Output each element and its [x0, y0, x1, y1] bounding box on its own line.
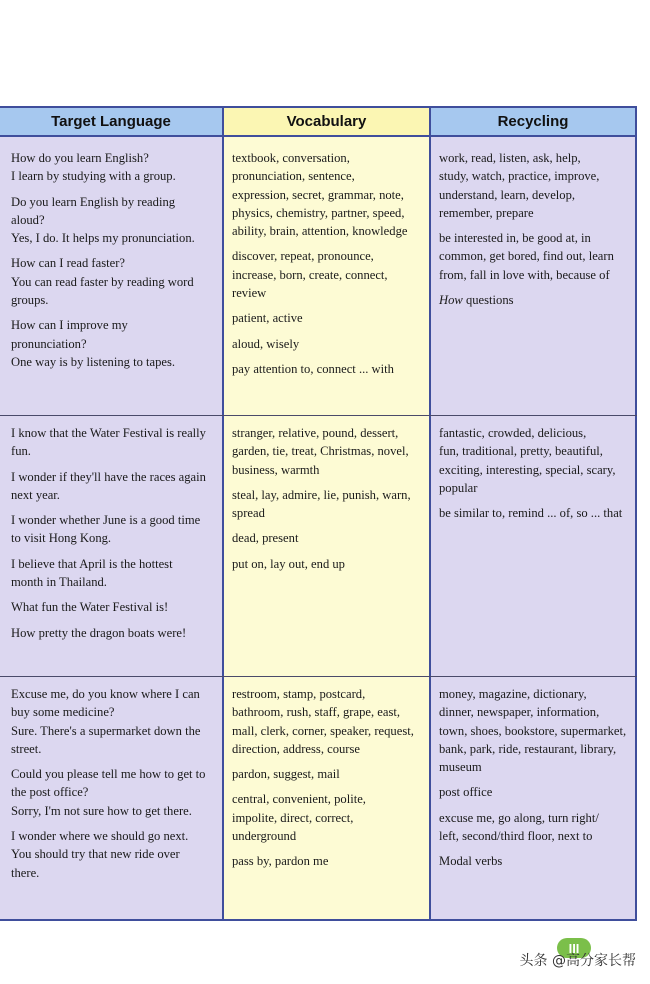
cell-line: fun, traditional, pretty, beautiful,	[439, 444, 603, 459]
cell-paragraph	[439, 809, 629, 846]
cell-line: patient, active	[232, 311, 303, 326]
cell-line: be similar to, remind ... of, so ... that	[439, 506, 623, 521]
cell-line: Could you please tell me how to get to	[11, 767, 206, 782]
cell-paragraph	[439, 149, 629, 222]
cell-line: I wonder where we should go next.	[11, 829, 189, 844]
cell-line: Sorry, I'm not sure how to get there.	[11, 803, 192, 818]
cell-line: work, read, listen, ask, help,	[439, 151, 581, 165]
cell-paragraph	[232, 790, 423, 845]
cell-line: Sure. There's a supermarket down the	[11, 723, 201, 738]
cell-line: How can I improve my	[11, 318, 128, 333]
cell-line: pronunciation?	[11, 336, 87, 351]
cell-line: spread	[232, 506, 265, 521]
cell-line: post office	[439, 785, 493, 800]
cell-line: review	[232, 286, 267, 301]
cell-paragraph	[232, 424, 423, 479]
cell-paragraph	[232, 247, 423, 302]
recycling-column	[431, 106, 635, 919]
cell-paragraph	[11, 624, 214, 642]
vocab-cell-row1	[224, 149, 429, 385]
cell-line: You should try that new ride over	[11, 847, 180, 862]
cell-paragraph	[439, 783, 629, 801]
cell-line: mall, clerk, corner, speaker, request,	[232, 723, 414, 738]
cell-line: understand, learn, develop,	[439, 187, 576, 202]
cell-line: there.	[11, 865, 40, 880]
cell-line: street.	[11, 741, 42, 756]
cell-line: pass by, pardon me	[232, 854, 329, 869]
cell-line: dead, present	[232, 531, 299, 546]
cell-line: textbook, conversation,	[232, 151, 350, 165]
cell-line: I believe that April is the hottest	[11, 556, 173, 571]
cell-line: to visit Hong Kong.	[11, 531, 112, 546]
cell-paragraph	[232, 360, 423, 378]
cell-line: groups.	[11, 293, 49, 308]
cell-line: I learn by studying with a group.	[11, 169, 176, 184]
cell-paragraph	[232, 529, 423, 547]
cell-paragraph	[11, 254, 214, 309]
cell-paragraph	[11, 685, 214, 758]
cell-paragraph	[232, 335, 423, 353]
vocabulary-header: Vocabulary	[224, 106, 429, 137]
cell-paragraph	[11, 555, 214, 592]
cell-line: central, convenient, polite,	[232, 792, 366, 807]
cell-line: common, get bored, find out, learn	[439, 249, 614, 264]
cell-paragraph	[439, 852, 629, 870]
target-cell-row2	[0, 424, 222, 649]
cell-line: I know that the Water Festival is really	[11, 426, 206, 440]
target-cell-row1	[0, 149, 222, 378]
cell-paragraph	[232, 852, 423, 870]
cell-line: underground	[232, 829, 297, 844]
cell-line: from, fall in love with, because of	[439, 267, 610, 282]
cell-line: money, magazine, dictionary,	[439, 687, 587, 701]
cell-line: be interested in, be good at, in	[439, 231, 591, 246]
cell-line: How pretty the dragon boats were!	[11, 625, 187, 640]
cell-line: Yes, I do. It helps my pronunciation.	[11, 231, 195, 246]
cell-line: Excuse me, do you know where I can	[11, 687, 200, 701]
recycle-cell-row1	[431, 149, 635, 316]
cell-line: Do you learn English by reading	[11, 194, 176, 209]
cell-paragraph	[232, 309, 423, 327]
cell-line: fun.	[11, 444, 31, 459]
cell-line: physics, chemistry, partner, speed,	[232, 205, 405, 220]
cell-line: museum	[439, 760, 482, 775]
recycling-header: Recycling	[431, 106, 635, 137]
cell-line: How can I read faster?	[11, 256, 125, 271]
cell-paragraph	[11, 193, 214, 248]
curriculum-table	[0, 106, 637, 921]
vocabulary-column	[224, 106, 431, 919]
cell-line: I wonder if they'll have the races again	[11, 469, 206, 484]
cell-line: aloud, wisely	[232, 336, 300, 351]
cell-line: pardon, suggest, mail	[232, 767, 340, 782]
cell-line: business, warmth	[232, 462, 320, 477]
cell-line: put on, lay out, end up	[232, 556, 345, 571]
cell-line: dinner, newspaper, information,	[439, 705, 600, 720]
cell-paragraph	[232, 685, 423, 758]
cell-line: pronunciation, sentence,	[232, 169, 355, 184]
cell-line: bathroom, rush, staff, grape, east,	[232, 705, 400, 720]
cell-paragraph	[439, 291, 629, 309]
cell-line: I wonder whether June is a good time	[11, 513, 201, 528]
cell-line: fantastic, crowded, delicious,	[439, 426, 587, 440]
cell-line: expression, secret, grammar, note,	[232, 187, 404, 202]
cell-paragraph	[11, 765, 214, 820]
cell-line: town, shoes, bookstore, supermarket,	[439, 723, 627, 738]
target-language-header: Target Language	[0, 106, 222, 137]
cell-line: study, watch, practice, improve,	[439, 169, 600, 184]
cell-paragraph	[11, 424, 214, 461]
target-cell-row3	[0, 685, 222, 889]
cell-line: exciting, interesting, special, scary,	[439, 462, 616, 477]
cell-line: increase, born, create, connect,	[232, 267, 388, 282]
cell-line: the post office?	[11, 785, 89, 800]
cell-line: popular	[439, 480, 478, 495]
cell-paragraph	[232, 765, 423, 783]
cell-line: impolite, direct, correct,	[232, 810, 354, 825]
cell-paragraph	[439, 504, 629, 522]
recycle-cell-row2	[431, 424, 635, 529]
cell-line: One way is by listening to tapes.	[11, 354, 176, 369]
cell-line: You can read faster by reading word	[11, 274, 194, 289]
cell-line: next year.	[11, 487, 60, 502]
cell-line: discover, repeat, pronounce,	[232, 249, 374, 264]
cell-line: bank, park, ride, restaurant, library,	[439, 741, 617, 756]
cell-line: buy some medicine?	[11, 705, 115, 720]
cell-line: aloud?	[11, 212, 45, 227]
cell-paragraph	[11, 468, 214, 505]
cell-paragraph	[439, 685, 629, 776]
page-number-badge: III	[557, 938, 591, 958]
cell-line: What fun the Water Festival is!	[11, 600, 169, 615]
vocab-cell-row2	[224, 424, 429, 580]
cell-line: month in Thailand.	[11, 575, 107, 590]
cell-line: stranger, relative, pound, dessert,	[232, 426, 399, 440]
cell-paragraph	[11, 149, 214, 186]
cell-line: How do you learn English?	[11, 151, 149, 165]
cell-paragraph	[439, 424, 629, 497]
cell-line: left, second/third floor, next to	[439, 829, 593, 844]
cell-line: garden, tie, treat, Christmas, novel,	[232, 444, 409, 459]
cell-paragraph	[232, 149, 423, 240]
row-divider	[0, 415, 637, 416]
cell-line: Modal verbs	[439, 854, 503, 869]
cell-line: How questions	[439, 293, 514, 308]
cell-line: ability, brain, attention, knowledge	[232, 224, 408, 239]
cell-line: steal, lay, admire, lie, punish, warn,	[232, 487, 411, 502]
cell-paragraph	[439, 229, 629, 284]
cell-line: pay attention to, connect ... with	[232, 361, 394, 376]
cell-paragraph	[11, 598, 214, 616]
cell-paragraph	[232, 486, 423, 523]
watermark: 头条 @高分家长帮	[519, 953, 636, 969]
cell-line: remember, prepare	[439, 205, 534, 220]
recycle-cell-row3	[431, 685, 635, 878]
cell-paragraph	[11, 316, 214, 371]
row-divider	[0, 676, 637, 677]
cell-paragraph	[232, 555, 423, 573]
cell-paragraph	[11, 827, 214, 882]
cell-line: excuse me, go along, turn right/	[439, 810, 599, 825]
cell-paragraph	[11, 511, 214, 548]
cell-line: restroom, stamp, postcard,	[232, 687, 366, 701]
vocab-cell-row3	[224, 685, 429, 878]
cell-line: direction, address, course	[232, 741, 360, 756]
target-language-column	[0, 106, 224, 919]
